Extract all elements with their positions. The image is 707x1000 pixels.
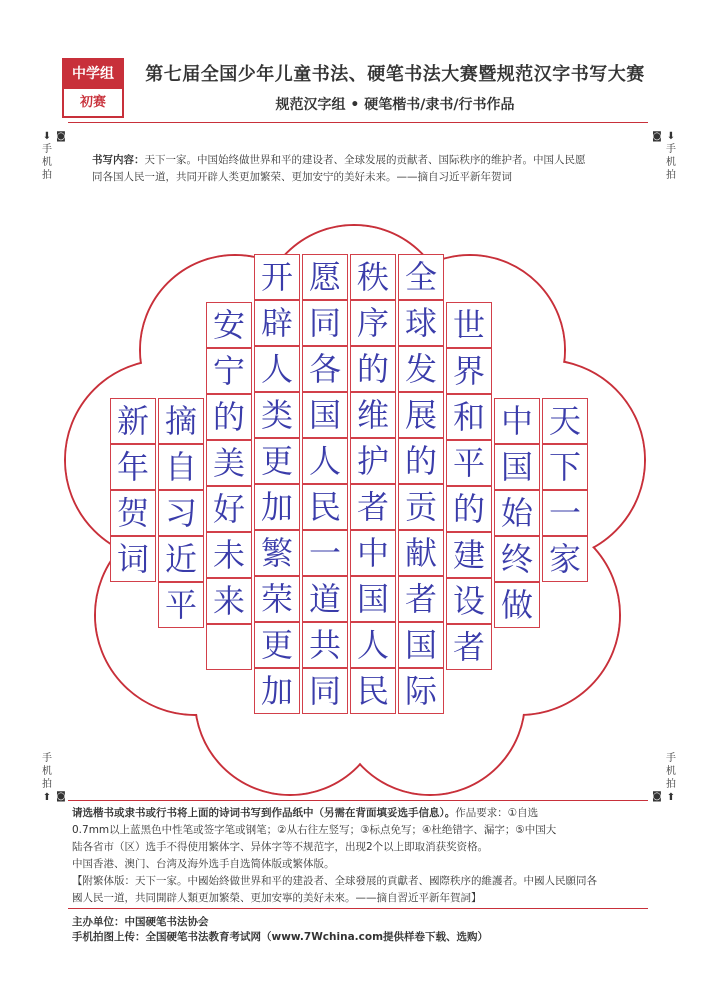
grid-cell: 一 <box>542 490 588 536</box>
grid-cell: 家 <box>542 536 588 582</box>
grid-cell: 者 <box>446 624 492 670</box>
requirements-line-6: 國人民一道，共同開辟人類更加繁榮、更加安寧的美好未來。——摘自習近平新年賀詞】 <box>72 892 482 904</box>
grid-cell: 展 <box>398 392 444 438</box>
grid-cell: 中 <box>494 398 540 444</box>
grid-cell: 来 <box>206 578 252 624</box>
side-marker-bottom-right <box>664 752 678 804</box>
requirements-line-4: 中国香港、澳门、台湾及海外选手自选简体版或繁体版。 <box>72 858 335 870</box>
grid-cell: 美 <box>206 440 252 486</box>
grid-cell: 更 <box>254 438 300 484</box>
grid-cell: 新 <box>110 398 156 444</box>
requirements <box>72 805 642 907</box>
grid-cell: 护 <box>350 438 396 484</box>
grid-cell: 维 <box>350 392 396 438</box>
grid-cell: 界 <box>446 348 492 394</box>
grid-cell: 的 <box>398 438 444 484</box>
grid-cell: 秩 <box>350 254 396 300</box>
grid-cell: 繁 <box>254 530 300 576</box>
grid-cell: 共 <box>302 622 348 668</box>
grid-cell: 同 <box>302 668 348 714</box>
requirements-line-3: 陆各省市（区）选手不得使用繁体字、异体字等不规范字，出现2个以上即取消获奖资格。 <box>72 841 489 853</box>
grid-cell: 球 <box>398 300 444 346</box>
grid-cell: 加 <box>254 484 300 530</box>
grid-cell: 平 <box>158 582 204 628</box>
grid-cell: 年 <box>110 444 156 490</box>
grid-cell: 安 <box>206 302 252 348</box>
grid-cell: 的 <box>350 346 396 392</box>
up-arrow-icon: ⬆ <box>666 792 676 803</box>
requirements-line-5: 【附繁体版：天下一家。中國始終做世界和平的建設者、全球發展的貢獻者、國際秩序的維護者。中國人民願同各 <box>72 875 597 887</box>
down-arrow-icon: ⬇ <box>42 131 52 142</box>
page-title: 第七届全国少年儿童书法、硬笔书法大赛暨规范汉字书写大赛 <box>145 64 645 85</box>
grid-cell: 习 <box>158 490 204 536</box>
requirements-line-1: 作品要求：①自选 <box>455 807 539 819</box>
camera-icon: ◙ <box>652 791 662 802</box>
grid-cell: 类 <box>254 392 300 438</box>
grid-cell: 献 <box>398 530 444 576</box>
grid-cell: 始 <box>494 490 540 536</box>
grid-cell: 词 <box>110 536 156 582</box>
stage-label: 初赛 <box>79 95 106 110</box>
grid-cell: 同 <box>302 300 348 346</box>
content-label: 书写内容： <box>92 154 145 166</box>
side-note-text: 手机拍 <box>42 753 52 790</box>
grid-cell: 道 <box>302 576 348 622</box>
footer-divider <box>68 908 648 909</box>
grid-cell: 中 <box>350 530 396 576</box>
grid-cell: 全 <box>398 254 444 300</box>
grid-cell: 终 <box>494 536 540 582</box>
grid-cell: 国 <box>302 392 348 438</box>
group-label: 中学组 <box>64 60 122 89</box>
grid-cell: 各 <box>302 346 348 392</box>
grid-cell <box>206 624 252 670</box>
upload-info: 手机拍图上传：全国硬笔书法教育考试网（www.7Wchina.com提供样卷下载、选购） <box>72 931 489 943</box>
grid-cell: 荣 <box>254 576 300 622</box>
grid-cell: 天 <box>542 398 588 444</box>
camera-icon: ◙ <box>56 791 66 802</box>
grid-cell: 加 <box>254 668 300 714</box>
grid-cell: 的 <box>446 486 492 532</box>
grid-cell: 愿 <box>302 254 348 300</box>
grid-cell: 平 <box>446 440 492 486</box>
camera-icon: ◙ <box>652 131 662 142</box>
grid-cell: 国 <box>494 444 540 490</box>
side-note-text: 手机拍 <box>42 144 52 181</box>
grid-cell: 贡 <box>398 484 444 530</box>
up-arrow-icon: ⬆ <box>42 792 52 803</box>
side-note-text: 手机拍 <box>666 753 676 790</box>
grid-cell: 下 <box>542 444 588 490</box>
grid-cell: 近 <box>158 536 204 582</box>
grid-cell: 建 <box>446 532 492 578</box>
camera-icon: ◙ <box>56 131 66 142</box>
grid-cell: 者 <box>398 576 444 622</box>
footer <box>72 914 662 944</box>
grid-cell: 一 <box>302 530 348 576</box>
grid-cell: 辟 <box>254 300 300 346</box>
page-subtitle: 规范汉字组 • 硬笔楷书/隶书/行书作品 <box>275 97 515 113</box>
side-note-text: 手机拍 <box>666 144 676 181</box>
grid-cell: 宁 <box>206 348 252 394</box>
content-line-2: 同各国人民一道，共同开辟人类更加繁荣、更加安宁的美好未来。——摘自习近平新年贺词 <box>92 171 512 183</box>
grid-cell: 发 <box>398 346 444 392</box>
grid-cell: 国 <box>350 576 396 622</box>
grid-cell: 做 <box>494 582 540 628</box>
grid-cell: 开 <box>254 254 300 300</box>
grid-cell: 者 <box>350 484 396 530</box>
grid-cell: 民 <box>350 668 396 714</box>
grid-cell: 摘 <box>158 398 204 444</box>
grid-cell: 的 <box>206 394 252 440</box>
requirements-lead: 请选楷书或隶书或行书将上面的诗词书写到作品纸中（另需在背面填妥选手信息）。 <box>72 807 456 819</box>
content-line-1: 天下一家。中国始终做世界和平的建设者、全球发展的贡献者、国际秩序的维护者。中国人民愿 <box>144 154 586 166</box>
grid-cell: 设 <box>446 578 492 624</box>
grid-cell: 贺 <box>110 490 156 536</box>
grid-cell: 国 <box>398 622 444 668</box>
side-marker-bottom-left <box>40 752 54 804</box>
grid-cell: 世 <box>446 302 492 348</box>
grid-cell: 人 <box>302 438 348 484</box>
grid-cell: 际 <box>398 668 444 714</box>
grid-cell: 人 <box>350 622 396 668</box>
grid-cell: 未 <box>206 532 252 578</box>
down-arrow-icon: ⬇ <box>666 131 676 142</box>
grid-cell: 更 <box>254 622 300 668</box>
grid-cell: 好 <box>206 486 252 532</box>
organizer: 主办单位：中国硬笔书法协会 <box>72 916 209 928</box>
grid-cell: 和 <box>446 394 492 440</box>
grid-cell: 自 <box>158 444 204 490</box>
bottom-divider <box>68 800 648 801</box>
grid-cell: 民 <box>302 484 348 530</box>
requirements-line-2: 0.7mm以上蓝黑色中性笔或签字笔或钢笔；②从右往左竖写；③标点免写；④杜绝错字、漏字；⑤中国大 <box>72 824 557 836</box>
grid-cell: 序 <box>350 300 396 346</box>
grid-cell: 人 <box>254 346 300 392</box>
